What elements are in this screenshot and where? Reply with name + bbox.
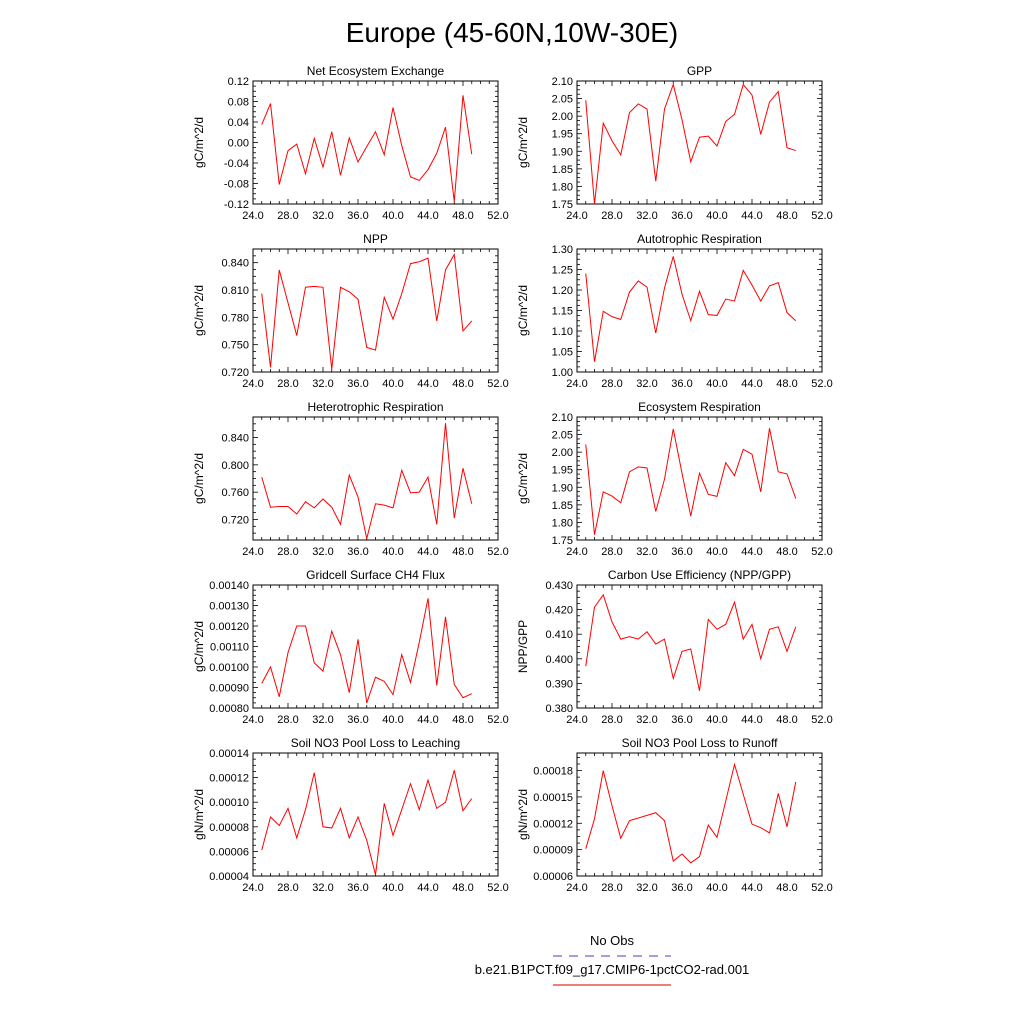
chart-title: Autotrophic Respiration bbox=[637, 232, 762, 246]
x-tick-label: 28.0 bbox=[601, 378, 623, 390]
x-tick-label: 32.0 bbox=[312, 210, 334, 222]
y-tick-label: 1.85 bbox=[551, 499, 573, 512]
y-tick-label: 0.00110 bbox=[210, 641, 249, 654]
y-tick-label: 1.90 bbox=[551, 146, 573, 159]
x-tick-label: 24.0 bbox=[242, 546, 264, 558]
x-tick-label: 40.0 bbox=[706, 882, 728, 894]
y-tick-label: 1.80 bbox=[551, 517, 573, 530]
y-tick-label: 0.00015 bbox=[533, 791, 573, 804]
y-tick-label: 0.720 bbox=[221, 514, 249, 527]
y-tick-label: 0.04 bbox=[227, 117, 249, 129]
y-tick-label: 1.80 bbox=[551, 181, 573, 194]
y-tick-label: 0.720 bbox=[221, 367, 249, 379]
x-tick-label: 40.0 bbox=[382, 210, 404, 222]
y-tick-label: 0.410 bbox=[545, 629, 573, 642]
chart-panels bbox=[192, 64, 833, 894]
x-tick-label: 48.0 bbox=[776, 378, 798, 390]
x-tick-label: 52.0 bbox=[811, 378, 833, 390]
x-tick-label: 52.0 bbox=[487, 210, 509, 222]
y-tick-label: 2.10 bbox=[551, 76, 573, 88]
y-tick-label: 1.20 bbox=[551, 285, 573, 297]
x-tick-label: 48.0 bbox=[776, 546, 798, 558]
plot-frame bbox=[577, 753, 822, 876]
x-tick-label: 40.0 bbox=[706, 378, 728, 390]
y-tick-label: 0.430 bbox=[545, 580, 573, 592]
chart-panel-4 bbox=[516, 232, 833, 390]
x-tick-label: 44.0 bbox=[417, 210, 439, 222]
x-tick-label: 40.0 bbox=[382, 882, 404, 894]
plot-frame bbox=[577, 249, 822, 372]
chart-panel-8 bbox=[516, 568, 833, 726]
legend-label-run: b.e21.B1PCT.f09_g17.CMIP6-1pctCO2-rad.001 bbox=[474, 962, 750, 977]
y-tick-label: 1.15 bbox=[551, 305, 573, 318]
y-tick-label: 0.00006 bbox=[533, 871, 573, 883]
y-axis-label: gC/m^2/d bbox=[516, 285, 530, 336]
plot-frame bbox=[577, 81, 822, 204]
y-tick-label: 0.00090 bbox=[209, 682, 249, 695]
x-tick-label: 40.0 bbox=[706, 546, 728, 558]
series-line bbox=[586, 595, 796, 691]
x-tick-label: 36.0 bbox=[671, 210, 693, 222]
y-tick-label: 1.85 bbox=[551, 163, 573, 176]
chart-panel-7 bbox=[192, 568, 509, 726]
series-line bbox=[262, 254, 472, 369]
y-axis-label: gC/m^2/d bbox=[192, 117, 206, 168]
x-tick-label: 48.0 bbox=[776, 210, 798, 222]
x-tick-label: 36.0 bbox=[347, 882, 369, 894]
x-tick-label: 24.0 bbox=[566, 546, 588, 558]
y-tick-label: 0.00140 bbox=[209, 580, 249, 592]
plot-frame bbox=[253, 81, 498, 204]
x-tick-label: 36.0 bbox=[671, 546, 693, 558]
x-tick-label: 24.0 bbox=[566, 714, 588, 726]
legend-label-obs: No Obs bbox=[589, 933, 635, 948]
x-tick-label: 28.0 bbox=[277, 714, 299, 726]
series-line bbox=[262, 770, 472, 875]
x-tick-label: 32.0 bbox=[312, 714, 334, 726]
x-tick-label: 48.0 bbox=[452, 378, 474, 390]
x-tick-label: 52.0 bbox=[811, 714, 833, 726]
y-tick-label: 0.380 bbox=[545, 703, 573, 715]
x-tick-label: 28.0 bbox=[277, 378, 299, 390]
y-tick-label: 0.12 bbox=[227, 76, 249, 88]
y-tick-label: 1.90 bbox=[551, 482, 573, 495]
y-tick-label: 0.00008 bbox=[209, 821, 249, 834]
x-tick-label: 52.0 bbox=[487, 882, 509, 894]
y-tick-label: -0.04 bbox=[223, 158, 249, 170]
y-tick-label: 0.780 bbox=[221, 312, 249, 325]
x-tick-label: 40.0 bbox=[382, 378, 404, 390]
x-tick-label: 32.0 bbox=[636, 378, 658, 390]
y-tick-label: 0.00 bbox=[227, 137, 249, 150]
chart-title: GPP bbox=[686, 64, 713, 78]
x-tick-label: 52.0 bbox=[811, 546, 833, 558]
y-tick-label: 1.10 bbox=[551, 326, 573, 338]
x-tick-label: 48.0 bbox=[452, 546, 474, 558]
series-line bbox=[262, 423, 472, 538]
chart-title: Net Ecosystem Exchange bbox=[306, 64, 445, 78]
y-tick-label: 0.00080 bbox=[209, 703, 249, 715]
x-tick-label: 24.0 bbox=[566, 882, 588, 894]
y-tick-label: 0.00100 bbox=[209, 662, 249, 674]
y-axis-label: NPP/GPP bbox=[516, 619, 530, 674]
x-tick-label: 44.0 bbox=[417, 378, 439, 390]
x-tick-label: 24.0 bbox=[242, 210, 264, 222]
y-tick-label: 0.00004 bbox=[209, 871, 249, 883]
x-tick-label: 32.0 bbox=[636, 210, 658, 222]
x-tick-label: 32.0 bbox=[636, 546, 658, 558]
y-tick-label: 2.10 bbox=[551, 412, 573, 424]
x-tick-label: 28.0 bbox=[601, 882, 623, 894]
y-tick-label: 2.00 bbox=[551, 111, 573, 124]
x-tick-label: 52.0 bbox=[811, 210, 833, 222]
y-tick-label: 2.05 bbox=[551, 429, 573, 442]
x-tick-label: 36.0 bbox=[347, 714, 369, 726]
y-tick-label: 0.840 bbox=[221, 432, 249, 445]
series-line bbox=[586, 85, 796, 204]
y-axis-label: gN/m^2/d bbox=[516, 789, 530, 840]
x-tick-label: 32.0 bbox=[636, 714, 658, 726]
x-tick-label: 40.0 bbox=[382, 714, 404, 726]
series-line bbox=[586, 256, 796, 361]
x-tick-label: 48.0 bbox=[452, 210, 474, 222]
x-tick-label: 28.0 bbox=[601, 210, 623, 222]
x-tick-label: 28.0 bbox=[601, 546, 623, 558]
chart-title: Gridcell Surface CH4 Flux bbox=[306, 568, 445, 582]
x-tick-label: 36.0 bbox=[671, 714, 693, 726]
x-tick-label: 52.0 bbox=[811, 882, 833, 894]
chart-title: Carbon Use Efficiency (NPP/GPP) bbox=[607, 568, 792, 582]
y-axis-label: gC/m^2/d bbox=[192, 285, 206, 336]
x-tick-label: 28.0 bbox=[277, 210, 299, 222]
chart-title: Soil NO3 Pool Loss to Leaching bbox=[290, 736, 461, 750]
x-tick-label: 28.0 bbox=[277, 546, 299, 558]
x-tick-label: 36.0 bbox=[347, 210, 369, 222]
y-tick-label: 0.800 bbox=[221, 459, 249, 472]
y-tick-label: 0.840 bbox=[221, 257, 249, 270]
y-tick-label: 0.08 bbox=[227, 96, 249, 109]
y-tick-label: 0.00120 bbox=[209, 621, 249, 633]
chart-title: Soil NO3 Pool Loss to Runoff bbox=[621, 736, 778, 750]
chart-title: Ecosystem Respiration bbox=[638, 400, 761, 414]
x-tick-label: 52.0 bbox=[487, 714, 509, 726]
x-tick-label: 36.0 bbox=[671, 378, 693, 390]
chart-panel-6 bbox=[516, 400, 833, 558]
legend bbox=[475, 933, 750, 985]
x-tick-label: 48.0 bbox=[452, 882, 474, 894]
y-tick-label: 0.00009 bbox=[533, 844, 573, 857]
x-tick-label: 44.0 bbox=[417, 714, 439, 726]
y-tick-label: 1.30 bbox=[551, 244, 573, 256]
x-tick-label: 28.0 bbox=[601, 714, 623, 726]
y-axis-label: gC/m^2/d bbox=[516, 117, 530, 168]
y-axis-label: gC/m^2/d bbox=[516, 453, 530, 504]
x-tick-label: 32.0 bbox=[312, 882, 334, 894]
x-tick-label: 44.0 bbox=[741, 714, 763, 726]
y-tick-label: 0.00006 bbox=[209, 846, 249, 859]
figure-title: Europe (45-60N,10W-30E) bbox=[345, 17, 679, 48]
y-tick-label: 0.760 bbox=[221, 487, 249, 500]
x-tick-label: 32.0 bbox=[312, 378, 334, 390]
y-tick-label: 1.95 bbox=[551, 128, 573, 141]
x-tick-label: 44.0 bbox=[741, 378, 763, 390]
y-tick-label: 0.00012 bbox=[209, 772, 249, 785]
x-tick-label: 40.0 bbox=[706, 714, 728, 726]
x-tick-label: 44.0 bbox=[417, 546, 439, 558]
x-tick-label: 52.0 bbox=[487, 546, 509, 558]
y-tick-label: 0.810 bbox=[221, 285, 249, 297]
y-tick-label: 0.400 bbox=[545, 653, 573, 666]
y-tick-label: 2.05 bbox=[551, 93, 573, 106]
x-tick-label: 44.0 bbox=[417, 882, 439, 894]
x-tick-label: 44.0 bbox=[741, 882, 763, 894]
chart-panel-2 bbox=[516, 64, 833, 222]
series-line bbox=[586, 764, 796, 862]
chart-panel-9 bbox=[192, 736, 509, 894]
x-tick-label: 48.0 bbox=[776, 882, 798, 894]
y-tick-label: -0.12 bbox=[223, 199, 249, 211]
x-tick-label: 28.0 bbox=[277, 882, 299, 894]
x-tick-label: 32.0 bbox=[636, 882, 658, 894]
y-tick-label: 0.00012 bbox=[533, 818, 573, 831]
x-tick-label: 44.0 bbox=[741, 210, 763, 222]
x-tick-label: 52.0 bbox=[487, 378, 509, 390]
y-tick-label: 0.00130 bbox=[209, 600, 249, 613]
y-tick-label: 1.05 bbox=[551, 346, 573, 359]
x-tick-label: 40.0 bbox=[706, 210, 728, 222]
x-tick-label: 32.0 bbox=[312, 546, 334, 558]
y-tick-label: 1.75 bbox=[551, 199, 573, 211]
y-tick-label: -0.08 bbox=[223, 178, 249, 191]
y-tick-label: 0.00010 bbox=[209, 797, 249, 810]
y-axis-label: gN/m^2/d bbox=[192, 789, 206, 840]
plot-frame bbox=[577, 417, 822, 540]
chart-panel-3 bbox=[192, 232, 509, 390]
series-line bbox=[586, 428, 796, 534]
y-tick-label: 0.00014 bbox=[209, 748, 249, 760]
y-tick-label: 0.750 bbox=[221, 339, 249, 352]
x-tick-label: 48.0 bbox=[776, 714, 798, 726]
y-tick-label: 2.00 bbox=[551, 447, 573, 460]
chart-panel-10 bbox=[516, 736, 833, 894]
y-tick-label: 0.420 bbox=[545, 604, 573, 617]
y-tick-label: 0.00018 bbox=[533, 765, 573, 778]
y-axis-label: gC/m^2/d bbox=[192, 621, 206, 672]
x-tick-label: 24.0 bbox=[242, 882, 264, 894]
x-tick-label: 36.0 bbox=[347, 546, 369, 558]
series-line bbox=[262, 598, 472, 703]
y-axis-label: gC/m^2/d bbox=[192, 453, 206, 504]
chart-title: NPP bbox=[363, 232, 388, 246]
series-line bbox=[262, 95, 472, 201]
chart-title: Heterotrophic Respiration bbox=[307, 400, 444, 414]
chart-panel-5 bbox=[192, 400, 509, 558]
y-tick-label: 1.25 bbox=[551, 264, 573, 277]
y-tick-label: 1.95 bbox=[551, 464, 573, 477]
x-tick-label: 24.0 bbox=[566, 210, 588, 222]
x-tick-label: 48.0 bbox=[452, 714, 474, 726]
y-tick-label: 1.00 bbox=[551, 367, 573, 379]
x-tick-label: 24.0 bbox=[566, 378, 588, 390]
x-tick-label: 44.0 bbox=[741, 546, 763, 558]
y-tick-label: 1.75 bbox=[551, 535, 573, 547]
x-tick-label: 24.0 bbox=[242, 714, 264, 726]
x-tick-label: 40.0 bbox=[382, 546, 404, 558]
x-tick-label: 24.0 bbox=[242, 378, 264, 390]
y-tick-label: 0.390 bbox=[545, 678, 573, 691]
x-tick-label: 36.0 bbox=[347, 378, 369, 390]
x-tick-label: 36.0 bbox=[671, 882, 693, 894]
chart-panel-1 bbox=[192, 64, 509, 222]
